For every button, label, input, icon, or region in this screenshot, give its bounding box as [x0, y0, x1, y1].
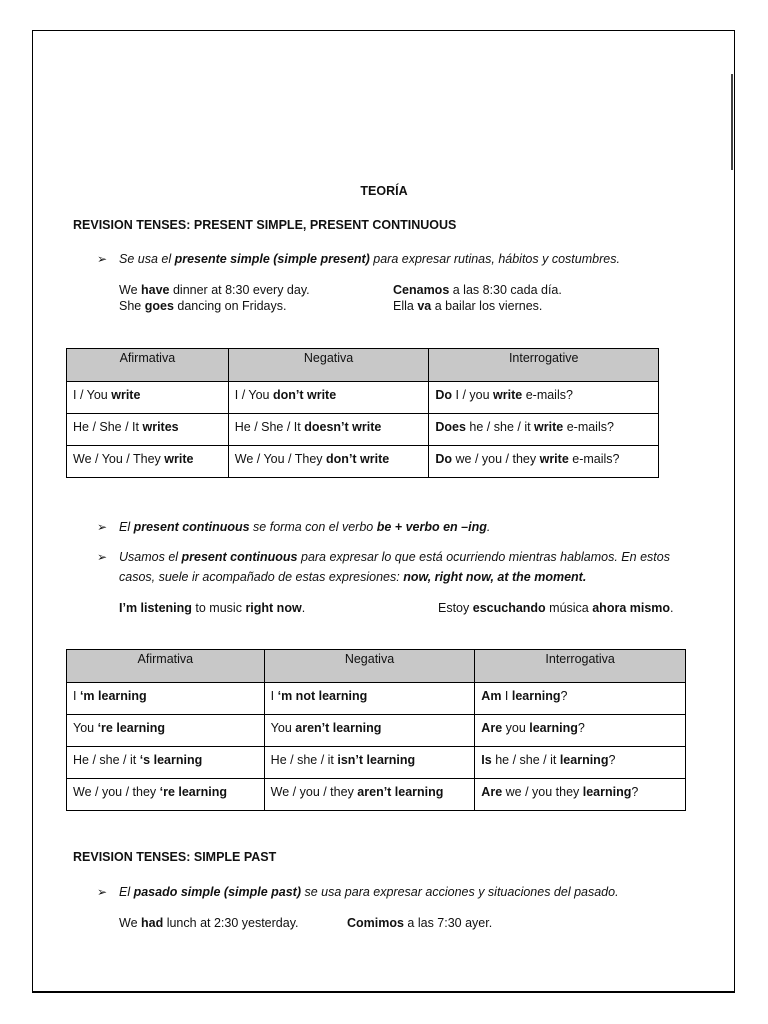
table-row [67, 446, 659, 478]
table-cell: We / You / They don’t write [228, 446, 429, 478]
bullet-simple-past: El pasado simple (simple past) se usa para expresar acciones y situaciones del pasado. [119, 885, 619, 899]
table-cell: Am I learning? [475, 683, 686, 715]
bullet-arrow-icon: ➢ [97, 550, 108, 564]
section-heading-present: REVISION TENSES: PRESENT SIMPLE, PRESENT CONTINUOUS [73, 218, 457, 232]
table-row [67, 382, 659, 414]
table-cell: Are we / you they learning? [475, 779, 686, 811]
bullet-present-continuous-form: El present continuous se forma con el verbo be + verbo en –ing. [119, 520, 491, 534]
example-es-3: Estoy escuchando música ahora mismo. [438, 601, 674, 615]
bullet-arrow-icon: ➢ [97, 252, 108, 266]
table-cell: We / You / They write [67, 446, 229, 478]
table-header-row [67, 650, 686, 683]
table-header: Afirmativa [67, 349, 229, 382]
bullet-present-continuous-use-line2: casos, suele ir acompañado de estas expresiones: now, right now, at the moment. [119, 570, 587, 584]
table-cell: He / She / It doesn’t write [228, 414, 429, 446]
table-cell: He / she / it ‘s learning [67, 747, 265, 779]
table-cell: You ‘re learning [67, 715, 265, 747]
table-cell: We / you / they ‘re learning [67, 779, 265, 811]
table-cell: We / you / they aren’t learning [264, 779, 475, 811]
table-cell: I ‘m not learning [264, 683, 475, 715]
table-row [67, 779, 686, 811]
example-en-4: We had lunch at 2:30 yesterday. [119, 916, 299, 930]
table-header-row [67, 349, 659, 382]
table-cell: Are you learning? [475, 715, 686, 747]
page-frame [32, 30, 735, 993]
table-header: Interrogativa [475, 650, 686, 683]
bullet-arrow-icon: ➢ [97, 885, 108, 899]
table-row [67, 683, 686, 715]
present-continuous-table [66, 649, 686, 811]
table-cell: Is he / she / it learning? [475, 747, 686, 779]
table-cell: Does he / she / it write e-mails? [429, 414, 659, 446]
table-cell: I / You write [67, 382, 229, 414]
table-row [67, 747, 686, 779]
example-en-2: She goes dancing on Fridays. [119, 299, 287, 313]
table-header: Afirmativa [67, 650, 265, 683]
table-cell: Do we / you / they write e-mails? [429, 446, 659, 478]
table-row [67, 414, 659, 446]
present-simple-table [66, 348, 659, 478]
table-cell: He / she / it isn’t learning [264, 747, 475, 779]
table-cell: Do I / you write e-mails? [429, 382, 659, 414]
table-header: Negativa [228, 349, 429, 382]
example-es-1: Cenamos a las 8:30 cada día. [393, 283, 562, 297]
bullet-arrow-icon: ➢ [97, 520, 108, 534]
table-cell: I ‘m learning [67, 683, 265, 715]
table-cell: I / You don’t write [228, 382, 429, 414]
scrollbar[interactable] [731, 74, 733, 170]
bullet-present-simple: Se usa el presente simple (simple present) para expresar rutinas, hábitos y costumbres. [119, 252, 620, 266]
example-en-3: I’m listening to music right now. [119, 601, 306, 615]
page-title: TEORÍA [360, 184, 408, 198]
table-header: Interrogative [429, 349, 659, 382]
table-cell: You aren’t learning [264, 715, 475, 747]
table-row [67, 715, 686, 747]
table-header: Negativa [264, 650, 475, 683]
section-heading-past: REVISION TENSES: SIMPLE PAST [73, 850, 277, 864]
table-cell: He / She / It writes [67, 414, 229, 446]
example-es-4: Comimos a las 7:30 ayer. [347, 916, 493, 930]
example-en-1: We have dinner at 8:30 every day. [119, 283, 310, 297]
bullet-present-continuous-use: Usamos el present continuous para expresar lo que está ocurriendo mientras hablamos. En estos [119, 550, 670, 564]
example-es-2: Ella va a bailar los viernes. [393, 299, 543, 313]
